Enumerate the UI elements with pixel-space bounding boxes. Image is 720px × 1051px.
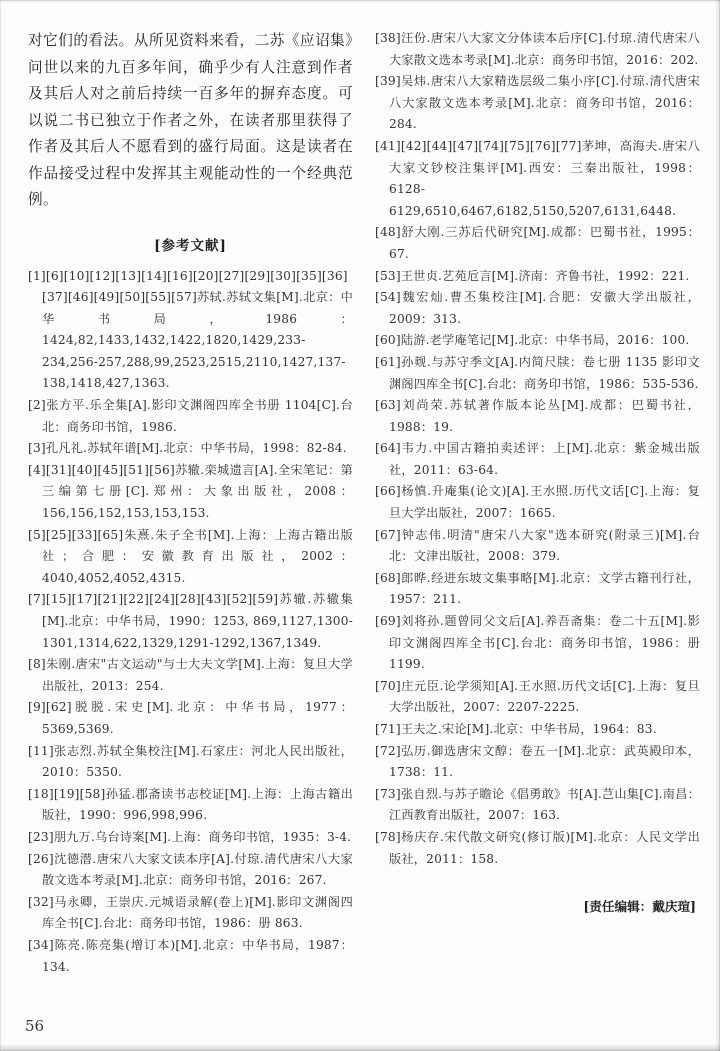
reference-item: [32]马永卿，王崇庆.元城语录解(卷上)[M].影印文渊阁四库全书[C].台北：商务印书馆，1986：册 863. [28,894,353,931]
scan-edge-top [0,0,720,3]
reference-item: [78]杨庆存.宋代散文研究(修订版)[M].北京：人民文学出版社，2011：158. [375,829,700,866]
reference-item: [66]杨慎.升庵集(论文)[A].王水照.历代文话[C].上海：复旦大学出版社，2007：1665. [375,484,700,521]
reference-item: [2]张方平.乐全集[A].影印文渊阁四库全书册 1104[C].台北：商务印书馆，1986. [28,398,353,434]
reference-item: [3]孔凡礼.苏轼年谱[M].北京：中华书局，1998：82-84. [28,441,347,456]
reference-item: [60]陆游.老学庵笔记[M].北京：中华书局，2016：100. [375,333,690,348]
reference-item: [71]王夫之.宋论[M].北京：中华书局，1964：83. [375,722,657,736]
right-column [375,28,700,978]
scan-edge-right [715,0,720,1051]
scan-edge-bottom [0,1044,720,1051]
reference-item: [1][6][10][12][13][14][16][20][27][29][30][35][36][37][46][49][50][55][57]苏轼.苏轼文集[M].北京：中华书局，1986：1424,82,1433,1432,1422,1820,1429,233-234,256-257,288,99,2523,2515,2110,1427,137-138,1418,427,1363. [28,268,353,391]
reference-item: [70]庄元臣.论学须知[A].王水照.历代文话[C].上海：复旦大学出版社，2007：2207-2225. [375,678,700,715]
reference-item: [48]舒大刚.三苏后代研究[M].成都：巴蜀书社，1995：67. [375,225,700,261]
reference-item: [61]孙觌.与苏守季文[A].内简尺牍：卷七册 1135 影印文渊阁四库全书[C].台北：商务印书馆，1986：535-536. [375,354,700,391]
references-heading: [参考文献] [154,237,227,254]
reference-item: [53]王世贞.艺苑卮言[M].济南：齐鲁书社，1992：221. [375,268,690,283]
left-column [28,28,353,978]
reference-item: [63]刘尚荣.苏轼著作版本论丛[M].成都：巴蜀书社，1988：19. [375,398,700,434]
reference-item: [72]弘历.御选唐宋文醇：卷五一[M].北京：武英殿印本，1738：11. [375,743,700,780]
references-list-left [28,266,353,979]
reference-item: [9][62]脱脱.宋史[M].北京：中华书局，1977：5369,5369. [28,700,353,736]
reference-item: [7][15][17][21][22][24][28][43][52][59]苏辙.苏辙集[M].北京：中华书局，1990：1253, 869,1127,1300-1301,1314,622,1329,1291-1292,1367,1349. [28,592,353,650]
reference-item: [73]张自烈.与苏子瞻论《倡勇敢》书[A].芑山集[C].南昌：江西教育出版社，2007：163. [375,786,700,823]
reference-item: [68]郎晔.经进东坡文集事略[M].北京：文学古籍刊行社，1957：211. [375,570,700,607]
reference-item: [11]张志烈.苏轼全集校注[M].石家庄：河北人民出版社，2010：5350. [28,743,353,780]
editor-note: [责任编辑：戴庆瑄] [583,899,696,915]
reference-item: [39]吴炜.唐宋八大家精选层级二集小序[C].付琼.清代唐宋八大家散文选本考录[M].北京：商务印书馆，2016：284. [375,74,700,132]
reference-item: [8]朱刚.唐宋"古文运动"与士大夫文学[M].上海：复旦大学出版社，2013：254. [28,657,353,693]
reference-item: [4][31][40][45][51][56]苏辙.栾城遗言[A].全宋笔记：第三编第七册[C].郑州：大象出版社，2008：156,156,152,153,153,153. [28,462,353,521]
reference-item: [54]魏宏灿.曹丕集校注[M].合肥：安徽大学出版社，2009：313. [375,290,700,326]
reference-item: [18][19][58]孙猛.郡斋读书志校证[M].上海：上海古籍出版社，1990：996,998,996. [28,786,353,823]
body-paragraph: 对它们的看法。从所见资料来看，二苏《应诏集》问世以来的九百多年间，确乎少有人注意到作者及其后人对之前后持续一百多年的摒弃态度。可以说二书已独立于作者之外，在读者那里获得了作者及其后人不愿看到的盛行局面。这是读者在作品接受过程中发挥其主观能动性的一个经典范例。 [28,32,353,208]
reference-item: [69]刘将孙.题曾同父文后[A].养吾斋集：卷二十五[M].影印文渊阁四库全书[C].台北：商务印书馆，1986：册 1199. [375,614,700,672]
reference-item: [67]钟志伟.明清"唐宋八大家"选本研究(附录三)[M].台北：文津出版社，2008：379. [375,527,700,564]
reference-item: [23]朋九万.乌台诗案[M].上海：商务印书馆，1935：3-4. [28,829,352,844]
reference-item: [26]沈德潜.唐宋八大家文读本序[A].付琼.清代唐宋八大家散文选本考录[M].北京：商务印书馆，2016：267. [28,851,353,888]
page-number: 56 [25,1017,45,1035]
references-list-right [375,28,700,870]
reference-item: [41][42][44][47][74][75][76][77]茅坤，高海夫.唐宋八大家文钞校注集评[M].西安：三秦出版社，1998：6128-6129,6510,6467,6182,5150,5207,6131,6448. [375,138,700,218]
reference-item: [34]陈亮.陈亮集(增订本)[M].北京：中华书局，1987：134. [28,937,353,974]
reference-item: [38]汪份.唐宋八大家文分体读本后序[C].付琼.清代唐宋八大家散文选本考录[M].北京：商务印书馆，2016：202. [375,31,700,67]
reference-item: [64]韦力.中国古籍拍卖述评：上[M].北京：紫金城出版社，2011：63-64. [375,441,700,477]
reference-item: [5][25][33][65]朱熹.朱子全书[M].上海：上海古籍出版社；合肥：安徽教育出版社，2002： 4040,4052,4052,4315. [28,527,353,585]
